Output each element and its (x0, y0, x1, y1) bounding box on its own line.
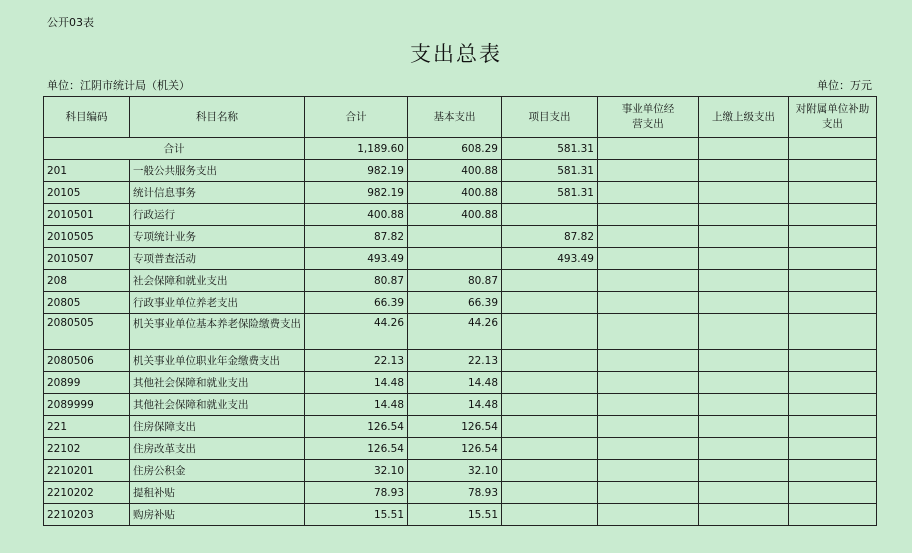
row-name: 统计信息事务 (130, 182, 305, 204)
row-basic: 78.93 (408, 482, 502, 504)
empty-cell (598, 226, 699, 248)
empty-cell (789, 482, 877, 504)
empty-cell (699, 372, 789, 394)
row-project (502, 438, 598, 460)
row-sum: 400.88 (305, 204, 408, 226)
row-basic: 400.88 (408, 160, 502, 182)
empty-cell (699, 204, 789, 226)
row-project (502, 372, 598, 394)
empty-cell (699, 138, 789, 160)
expenditure-table (43, 96, 877, 526)
page-title: 支出总表 (410, 42, 502, 66)
table-row (44, 314, 877, 350)
row-sum: 32.10 (305, 460, 408, 482)
empty-cell (789, 204, 877, 226)
currency-unit-label: 单位：万元 (817, 79, 872, 92)
table-row (44, 270, 877, 292)
row-name: 专项普查活动 (130, 248, 305, 270)
row-sum: 78.93 (305, 482, 408, 504)
empty-cell (598, 292, 699, 314)
table-row (44, 394, 877, 416)
row-code: 2089999 (44, 394, 130, 416)
table-row (44, 438, 877, 460)
row-sum: 80.87 (305, 270, 408, 292)
row-code: 2210202 (44, 482, 130, 504)
empty-cell (699, 270, 789, 292)
row-sum: 126.54 (305, 438, 408, 460)
row-name: 行政运行 (130, 204, 305, 226)
empty-cell (789, 460, 877, 482)
table-row (44, 248, 877, 270)
row-code: 221 (44, 416, 130, 438)
empty-cell (699, 160, 789, 182)
row-basic: 126.54 (408, 438, 502, 460)
row-sum: 22.13 (305, 350, 408, 372)
row-basic: 80.87 (408, 270, 502, 292)
row-sum: 87.82 (305, 226, 408, 248)
row-name: 专项统计业务 (130, 226, 305, 248)
row-sum: 14.48 (305, 372, 408, 394)
table-row (44, 292, 877, 314)
row-sum: 126.54 (305, 416, 408, 438)
row-project: 493.49 (502, 248, 598, 270)
form-number: 公开03表 (47, 16, 94, 29)
empty-cell (598, 416, 699, 438)
row-project (502, 416, 598, 438)
row-code: 2010501 (44, 204, 130, 226)
row-code: 2010505 (44, 226, 130, 248)
row-sum: 982.19 (305, 160, 408, 182)
header-remit: 上缴上级支出 (699, 97, 789, 138)
row-basic: 14.48 (408, 372, 502, 394)
empty-cell (598, 438, 699, 460)
row-project (502, 292, 598, 314)
row-code: 2080505 (44, 314, 130, 350)
row-sum: 66.39 (305, 292, 408, 314)
row-basic: 15.51 (408, 504, 502, 526)
row-sum: 44.26 (305, 314, 408, 350)
empty-cell (789, 226, 877, 248)
row-basic: 32.10 (408, 460, 502, 482)
row-code: 2210203 (44, 504, 130, 526)
table-row (44, 372, 877, 394)
row-sum: 493.49 (305, 248, 408, 270)
empty-cell (789, 438, 877, 460)
row-code: 2010507 (44, 248, 130, 270)
row-basic (408, 226, 502, 248)
empty-cell (699, 226, 789, 248)
row-basic: 400.88 (408, 182, 502, 204)
empty-cell (699, 460, 789, 482)
row-basic: 14.48 (408, 394, 502, 416)
row-name: 住房公积金 (130, 460, 305, 482)
empty-cell (598, 204, 699, 226)
row-project (502, 314, 598, 350)
row-project: 87.82 (502, 226, 598, 248)
empty-cell (598, 504, 699, 526)
row-code: 208 (44, 270, 130, 292)
row-basic: 126.54 (408, 416, 502, 438)
row-code: 201 (44, 160, 130, 182)
total-row (44, 138, 877, 160)
header-project: 项目支出 (502, 97, 598, 138)
empty-cell (598, 138, 699, 160)
table-row (44, 160, 877, 182)
empty-cell (789, 372, 877, 394)
empty-cell (699, 416, 789, 438)
row-name: 其他社会保障和就业支出 (130, 372, 305, 394)
row-project (502, 482, 598, 504)
header-code: 科目编码 (44, 97, 130, 138)
row-code: 2210201 (44, 460, 130, 482)
empty-cell (699, 182, 789, 204)
empty-cell (789, 160, 877, 182)
empty-cell (789, 504, 877, 526)
empty-cell (789, 394, 877, 416)
empty-cell (598, 460, 699, 482)
total-project: 581.31 (502, 138, 598, 160)
header-operating: 事业单位经营支出 (598, 97, 699, 138)
row-basic: 400.88 (408, 204, 502, 226)
row-basic: 22.13 (408, 350, 502, 372)
row-code: 20899 (44, 372, 130, 394)
row-sum: 14.48 (305, 394, 408, 416)
row-project (502, 460, 598, 482)
header-basic: 基本支出 (408, 97, 502, 138)
empty-cell (789, 292, 877, 314)
row-name: 社会保障和就业支出 (130, 270, 305, 292)
row-code: 2080506 (44, 350, 130, 372)
table-row (44, 350, 877, 372)
empty-cell (699, 438, 789, 460)
row-basic: 44.26 (408, 314, 502, 350)
table-row (44, 504, 877, 526)
row-project (502, 204, 598, 226)
empty-cell (789, 182, 877, 204)
table-row (44, 182, 877, 204)
unit-label: 单位：江阴市统计局（机关） (47, 79, 190, 92)
header-sum: 合计 (305, 97, 408, 138)
empty-cell (699, 248, 789, 270)
empty-cell (699, 292, 789, 314)
empty-cell (699, 482, 789, 504)
row-project (502, 504, 598, 526)
empty-cell (598, 482, 699, 504)
empty-cell (699, 394, 789, 416)
row-project (502, 394, 598, 416)
row-code: 20805 (44, 292, 130, 314)
row-project (502, 270, 598, 292)
row-sum: 982.19 (305, 182, 408, 204)
empty-cell (699, 504, 789, 526)
empty-cell (789, 314, 877, 350)
header-name: 科目名称 (130, 97, 305, 138)
table-row (44, 460, 877, 482)
row-basic (408, 248, 502, 270)
empty-cell (598, 314, 699, 350)
table-row (44, 204, 877, 226)
row-name: 机关事业单位职业年金缴费支出 (130, 350, 305, 372)
row-name: 一般公共服务支出 (130, 160, 305, 182)
empty-cell (598, 248, 699, 270)
empty-cell (789, 270, 877, 292)
table-row (44, 226, 877, 248)
row-name: 住房保障支出 (130, 416, 305, 438)
row-code: 20105 (44, 182, 130, 204)
table-row (44, 416, 877, 438)
row-project (502, 350, 598, 372)
empty-cell (598, 394, 699, 416)
total-basic: 608.29 (408, 138, 502, 160)
row-name: 购房补贴 (130, 504, 305, 526)
empty-cell (699, 314, 789, 350)
row-project: 581.31 (502, 160, 598, 182)
empty-cell (598, 160, 699, 182)
row-name: 机关事业单位基本养老保险缴费支出 (130, 314, 305, 350)
row-project: 581.31 (502, 182, 598, 204)
row-basic: 66.39 (408, 292, 502, 314)
empty-cell (598, 372, 699, 394)
empty-cell (598, 350, 699, 372)
empty-cell (598, 270, 699, 292)
total-label: 合计 (44, 138, 305, 160)
row-name: 行政事业单位养老支出 (130, 292, 305, 314)
row-name: 提租补贴 (130, 482, 305, 504)
table-row (44, 482, 877, 504)
empty-cell (598, 182, 699, 204)
row-name: 其他社会保障和就业支出 (130, 394, 305, 416)
empty-cell (789, 248, 877, 270)
table-header-row (44, 97, 877, 138)
header-subsidy: 对附属单位补助支出 (789, 97, 877, 138)
row-name: 住房改革支出 (130, 438, 305, 460)
total-sum: 1,189.60 (305, 138, 408, 160)
empty-cell (789, 350, 877, 372)
row-sum: 15.51 (305, 504, 408, 526)
row-code: 22102 (44, 438, 130, 460)
empty-cell (789, 416, 877, 438)
empty-cell (789, 138, 877, 160)
empty-cell (699, 350, 789, 372)
